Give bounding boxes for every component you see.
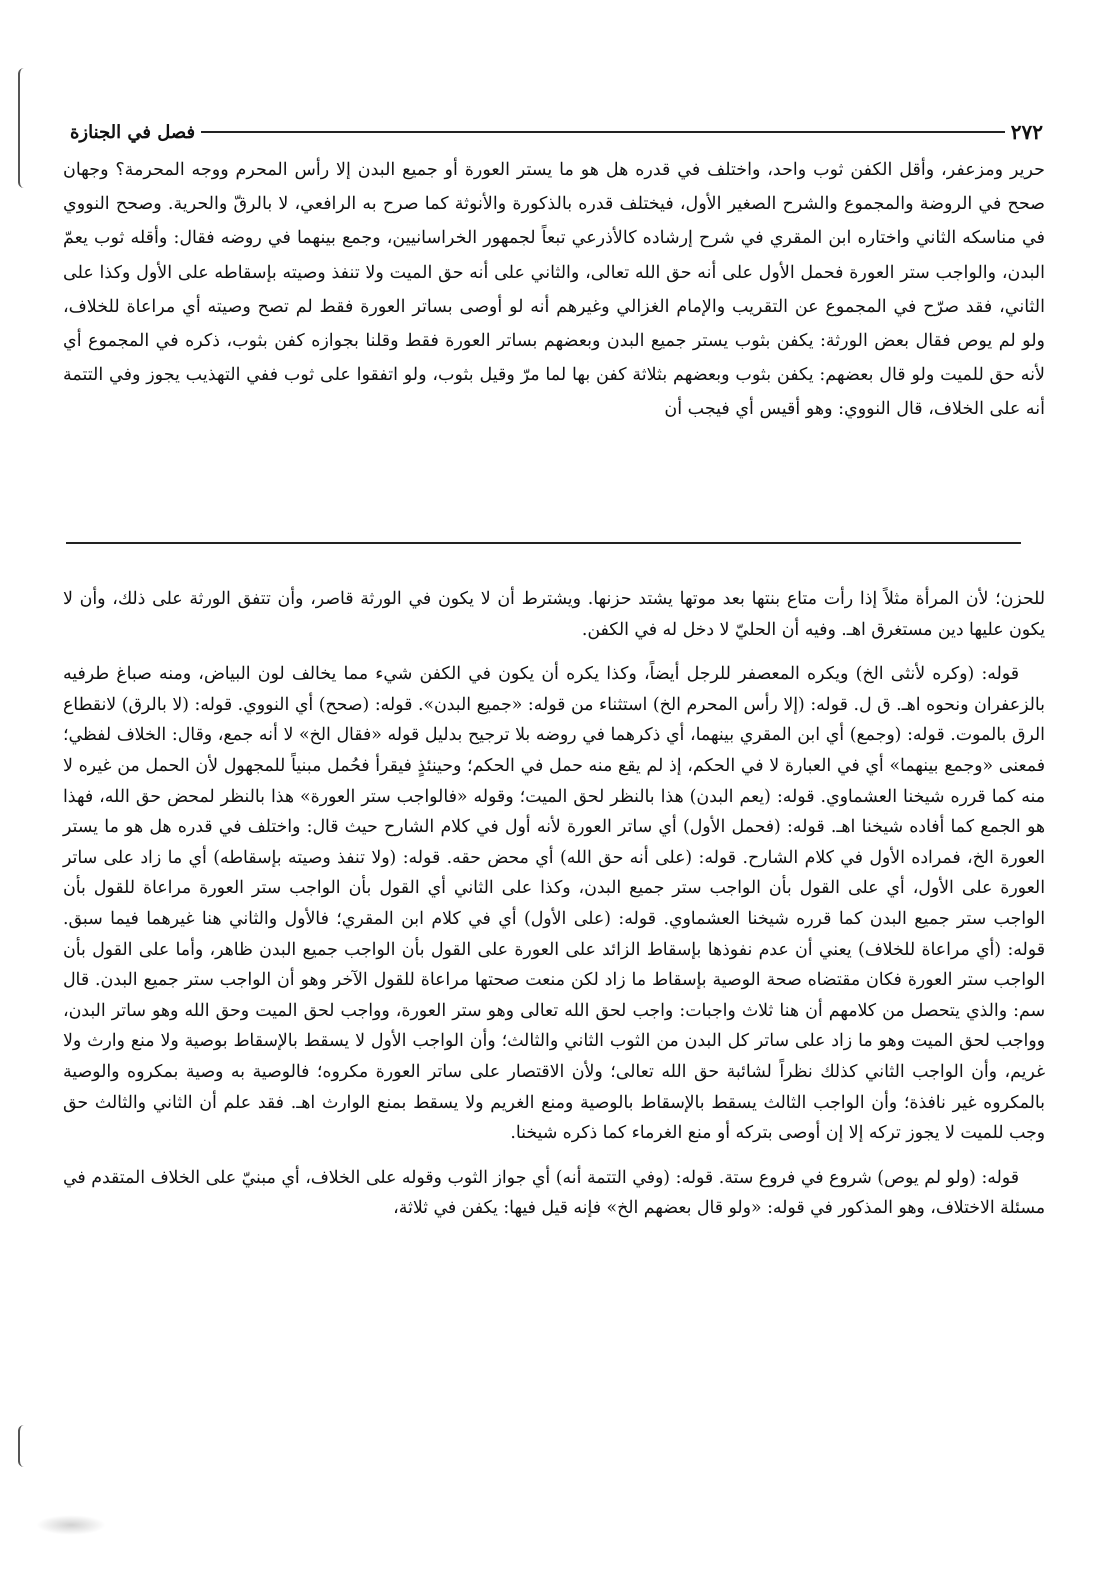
commentary	[63, 584, 1045, 1238]
commentary-paragraph: للحزن؛ لأن المرأة مثلاً إذا رأت متاع بنتها بعد موتها يشتد حزنها. ويشترط أن لا يكون في الورثة قاصر، وأن تتفق الورثة على ذلك، وأن لا يكون عليها دين مستغرق اهـ. وفيه أن الحليّ لا دخل له في الكفن.	[63, 589, 1045, 640]
main-paragraph: حرير ومزعفر، وأقل الكفن ثوب واحد، واختلف في قدره هل هو ما يستر العورة أو جميع البدن إلا رأس المحرم ووجه المحرمة؟ وجهان صحح في الروضة والمجموع والشرح الصغير الأول، فيختلف قدره بالذكورة والأنوثة كما صرح به الرافعي، لا بالرقّ والحرية. وصحح النووي في مناسكه الثاني واختاره ابن المقري في شرح إرشاده كالأذرعي تبعاً لجمهور الخراسانيين، وجمع بينهما في روضه فقال: وأقله ثوب يعمّ البدن، والواجب ستر العورة فحمل الأول على أنه حق الله تعالى، والثاني على أنه حق الميت ولا تنفذ وصيته بإسقاطه على الأول وكذا على الثاني، فقد صرّح في المجموع عن التقريب والإمام الغزالي وغيرهم أنه لو أوصى بساتر العورة فقط لم تصح وصيته أي مراعاة للخلاف، ولو لم يوص فقال بعض الورثة: يكفن بثوب يستر جميع البدن وبعضهم بساتر العورة فقط وقلنا بجوازه كفن بثوب، ذكره في المجموع أي لأنه حق للميت ولو قال بعضهم: يكفن بثوب وبعضهم بثلاثة كفن بها لما مرّ وقيل بثوب، ولو اتفقوا على ثوب ففي التهذيب يجوز وفي التتمة أنه على الخلاف، قال النووي: وهو أقيس أي فيجب أن	[63, 160, 1045, 420]
page-header	[60, 112, 1053, 152]
commentary-paragraph: قوله: (وكره لأنثى الخ) ويكره المعصفر للرجل أيضاً، وكذا يكره أن يكون في الكفن شيء مما يخالف لون البياض، ومنه صباغ طرفيه بالزعفران ونحوه اهـ. ق ل. قوله: (إلا رأس المحرم الخ) استثناء من قوله: «جميع البدن». قوله: (صحح) أي النووي. قوله: (لا بالرق) لانقطاع الرق بالموت. قوله: (وجمع) أي ابن المقري بينهما، أي ذكرهما في روضه بلا ترجيح بدليل قوله «فقال الخ» لا أنه جمع، وقال: الخلاف لفظي؛ فمعنى «وجمع بينهما» أي في العبارة لا في الحكم، إذ لم يقع منه حمل في الحكم؛ وحينئذٍ فيقرأ فحُمل مبنياً للمجهول لأن الحمل من غيره لا منه كما قرره شيخنا العشماوي. قوله: (يعم البدن) هذا بالنظر لحق الميت؛ وقوله «فالواجب ستر العورة» هذا بالنظر لمحض حق الله، فهذا هو الجمع كما أفاده شيخنا اهـ. قوله: (فحمل الأول) أي ساتر العورة لأنه أول في كلام الشارح حيث قال: واختلف في قدره هل هو ما يستر العورة الخ، فمراده الأول في كلام الشارح. قوله: (على أنه حق الله) أي محض حقه. قوله: (ولا تنفذ وصيته بإسقاطه) أي ما زاد على ساتر العورة على الأول، أي على القول بأن الواجب ستر جميع البدن، وكذا على الثاني أي القول بأن الواجب ستر العورة مراعاة للقول بأن الواجب ستر جميع البدن كما قرره شيخنا العشماوي. قوله: (على الأول) أي في كلام ابن المقري؛ فالأول والثاني هنا غيرهما فيما سبق. قوله: (أي مراعاة للخلاف) يعني أن عدم نفوذها بإسقاط الزائد على العورة على القول بأن الواجب جميع البدن ظاهر، وأما على القول بأن الواجب ستر العورة فكان مقتضاه صحة الوصية بإسقاط ما زاد لكن منعت صحتها مراعاة للقول الآخر وهو أن الواجب ستر جميع البدن. قال سم: والذي يتحصل من كلامهم أن هنا ثلاث واجبات: واجب لحق الله تعالى وهو ستر العورة، وواجب لحق الميت وحق الله وهو ساتر البدن، وواجب لحق الميت وهو ما زاد على ساتر كل البدن من الثوب الثاني والثالث؛ وأن الواجب الأول لا يسقط بالإسقاط بوصية ولا منع وارث ولا غريم، وأن الواجب الثاني كذلك نظراً لشائبة حق الله تعالى؛ ولأن الاقتصار على ساتر العورة مكروه؛ فالوصية به وصية بمكروه والوصية بالمكروه غير نافذة؛ وأن الواجب الثالث يسقط بالإسقاط بالوصية ومنع الغريم ولا يسقط بمنع الوارث اهـ. فقد علم أن الثاني والثالث حق وجب للميت لا يجوز تركه إلا إن أوصى بتركه أو منع الغرماء كما ذكره شيخنا.	[63, 664, 1045, 1144]
running-title: فصل في الجنازة	[70, 121, 196, 143]
scan-margin-mark	[18, 68, 30, 188]
scan-smudge	[36, 1515, 106, 1535]
main-text	[63, 153, 1045, 427]
scan-margin-mark	[18, 1425, 30, 1467]
footnote-separator	[66, 542, 1021, 544]
page-number: ٢٧٢	[1010, 120, 1043, 144]
header-rule	[201, 131, 1005, 133]
commentary-paragraph: قوله: (ولو لم يوص) شروع في فروع ستة. قوله: (وفي التتمة أنه) أي جواز الثوب وقوله على الخلاف، أي مبنيّ على الخلاف المتقدم في مسئلة الاختلاف، وهو المذكور في قوله: «ولو قال بعضهم الخ» فإنه قيل فيها: يكفن في ثلاثة،	[63, 1167, 1045, 1219]
